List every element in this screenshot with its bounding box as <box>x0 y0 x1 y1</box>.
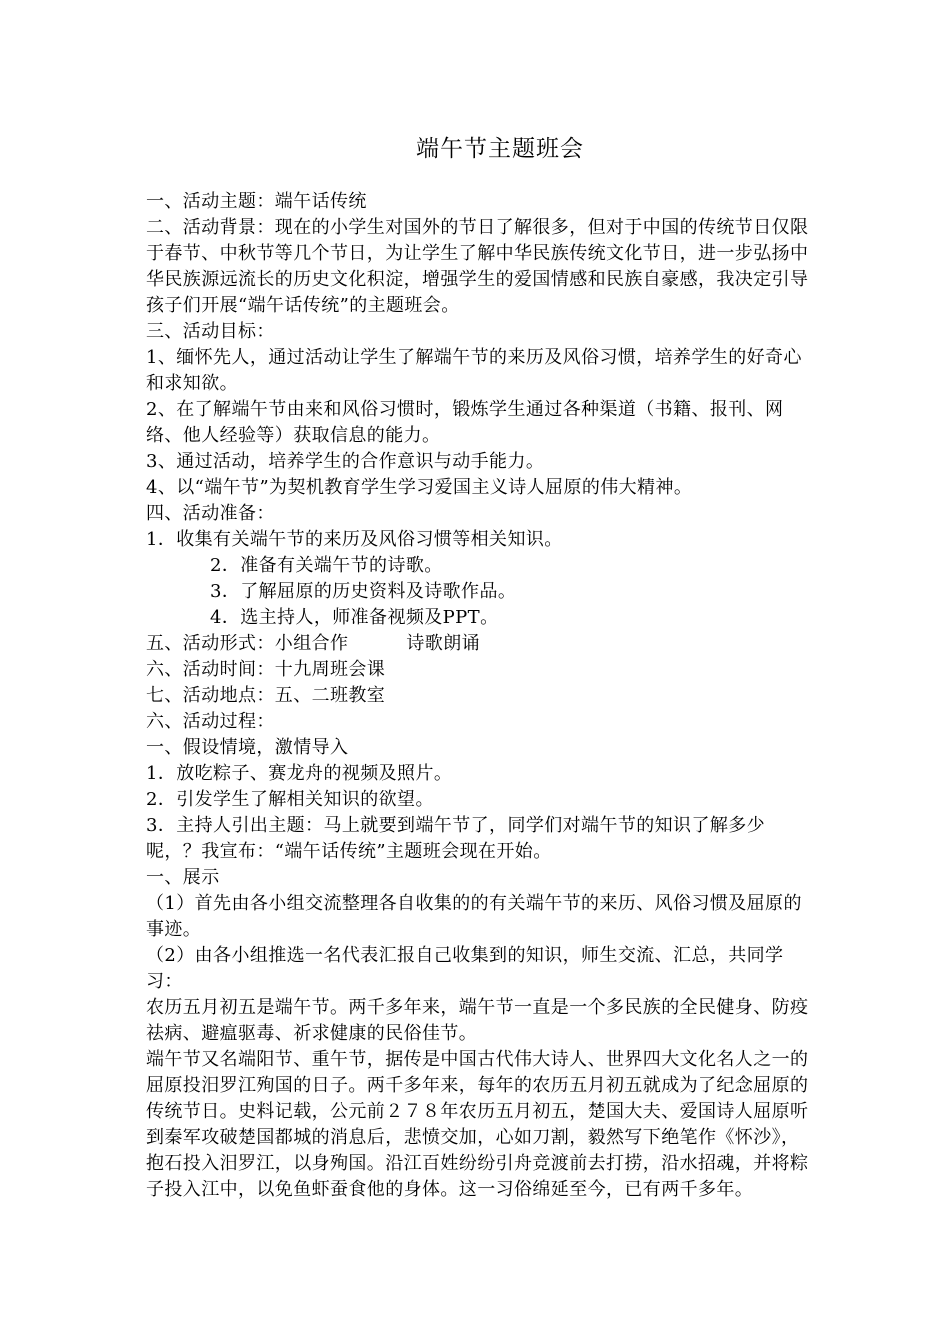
paragraph: 农历五月初五是端午节。两千多年来，端午节一直是一个多民族的全民健身、防疫祛病、避瘟驱毒、祈求健康的民俗佳节。 <box>146 997 809 1044</box>
document-body <box>146 189 814 1203</box>
paragraph: 一、展示 <box>146 867 220 888</box>
paragraph: 三、活动目标： <box>146 321 275 342</box>
paragraph: 六、活动过程： <box>146 711 275 732</box>
paragraph: 一、假设情境，激情导入 <box>146 737 349 758</box>
paragraph: 3、通过活动，培养学生的合作意识与动手能力。 <box>146 451 545 472</box>
document-title: 端午节主题班会 <box>416 136 584 162</box>
activity-form-label: 五、活动形式：小组合作 <box>146 633 349 654</box>
paragraph: 1．收集有关端午节的来历及风俗习惯等相关知识。 <box>146 529 563 550</box>
paragraph: 2、在了解端午节由来和风俗习惯时，锻炼学生通过各种渠道（书籍、报刊、网络、他人经验等）获取信息的能力。 <box>146 399 784 446</box>
activity-form-line <box>146 631 814 657</box>
paragraph: 2．引发学生了解相关知识的欲望。 <box>146 789 434 810</box>
paragraph: 3．主持人引出主题：马上就要到端午节了，同学们对端午节的知识了解多少呢，？我宣布：“端午话传统”主题班会现在开始。 <box>146 815 766 862</box>
paragraph: 4、以“端午节”为契机教育学生学习爱国主义诗人屈原的伟大精神。 <box>146 477 693 498</box>
paragraph: 端午节又名端阳节、重午节，据传是中国古代伟大诗人、世界四大文化名人之一的屈原投汨罗江殉国的日子。两千多年来，每年的农历五月初五就成为了纪念屈原的传统节日。史料记载，公元前２７８年农历五月初五，楚国大夫、爱国诗人屈原听到秦军攻破楚国都城的消息后，悲愤交加，心如刀割，毅然写下绝笔作《怀沙》，抱石投入汨罗江，以身殉国。沿江百姓纷纷引舟竞渡前去打捞，沿水招魂，并将粽子投入江中，以免鱼虾蚕食他的身体。这一习俗绵延至今，已有两千多年。 <box>146 1049 809 1200</box>
paragraph: 2．准备有关端午节的诗歌。 <box>210 555 443 576</box>
paragraph: 四、活动准备： <box>146 503 275 524</box>
paragraph: 六、活动时间：十九周班会课 <box>146 659 386 680</box>
paragraph: （2）由各小组推选一名代表汇报自己收集到的知识，师生交流、汇总，共同学习： <box>146 945 784 992</box>
paragraph: 3．了解屈原的历史资料及诗歌作品。 <box>210 581 517 602</box>
paragraph: 七、活动地点：五、二班教室 <box>146 685 386 706</box>
paragraph: （1）首先由各小组交流整理各自收集的的有关端午节的来历、风俗习惯及屈原的事迹。 <box>146 893 802 940</box>
paragraph: 1、缅怀先人，通过活动让学生了解端午节的来历及风俗习惯，培养学生的好奇心和求知欲。 <box>146 347 802 394</box>
paragraph: 一、活动主题：端午话传统 <box>146 191 367 212</box>
activity-form-extra: 诗歌朗诵 <box>406 633 481 654</box>
paragraph: 4．选主持人，师准备视频及PPT。 <box>210 607 499 628</box>
paragraph: 二、活动背景：现在的小学生对国外的节日了解很多，但对于中国的传统节日仅限于春节、中秋节等几个节日，为让学生了解中华民族传统文化节日，进一步弘扬中华民族源远流长的历史文化积淀，增强学生的爱国情感和民族自豪感，我决定引导孩子们开展“端午话传统”的主题班会。 <box>146 217 809 316</box>
paragraph: 1．放吃粽子、赛龙舟的视频及照片。 <box>146 763 453 784</box>
